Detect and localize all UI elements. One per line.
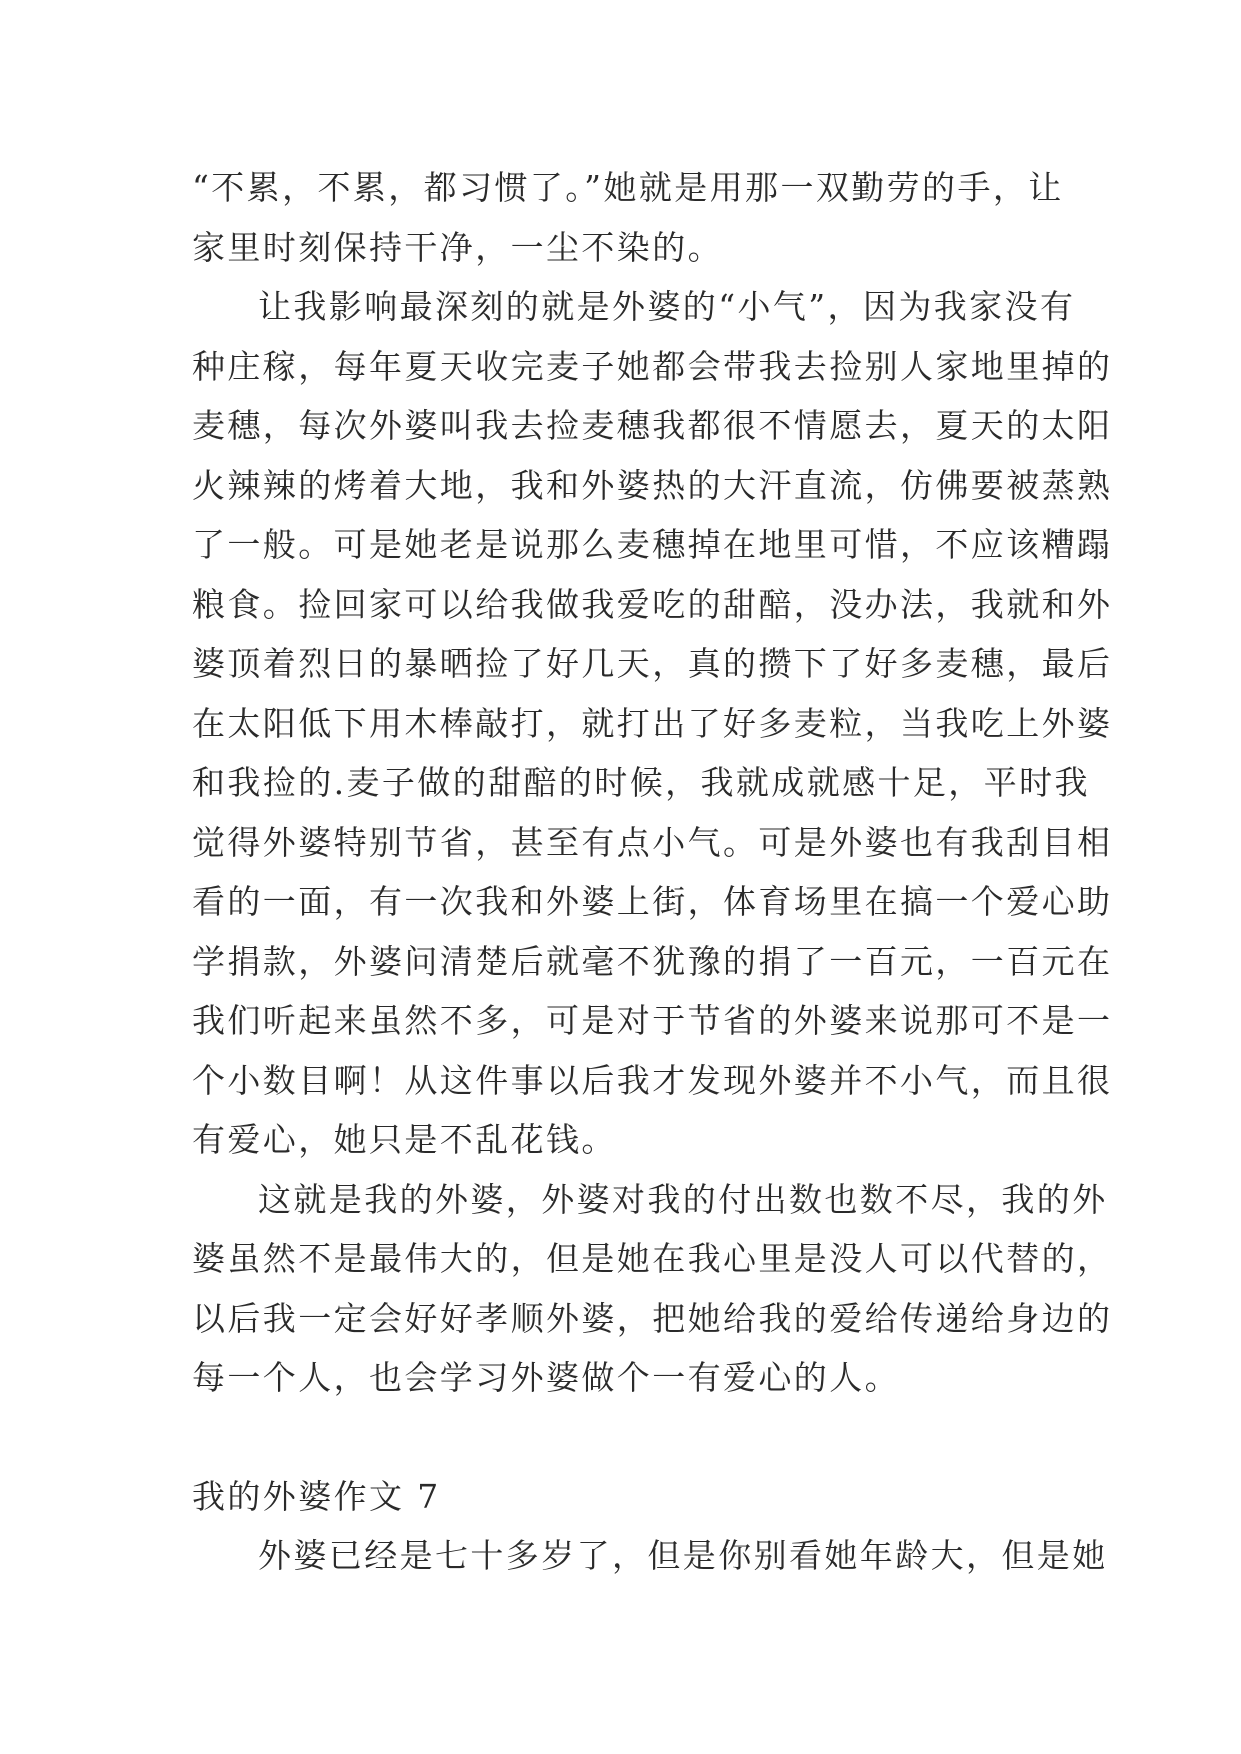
paragraph-line: 和我捡的.麦子做的甜醅的时候，我就成就感十足，平时我	[192, 763, 1090, 802]
section-spacer	[192, 1408, 1052, 1467]
paragraph-line: 看的一面，有一次我和外婆上街，体育场里在搞一个爱心助	[192, 882, 1113, 921]
paragraph-line: 种庄稼，每年夏天收完麦子她都会带我去捡别人家地里掉的	[192, 346, 1113, 386]
paragraph-line: 在太阳低下用木棒敲打，就打出了好多麦粒，当我吃上外婆	[192, 703, 1113, 743]
paragraph-first-line: 让我影响最深刻的就是外婆的“小气”，因为我家没有	[258, 287, 1076, 326]
paragraph-line: 每一个人，也会学习外婆做个一有爱心的人。	[192, 1358, 900, 1397]
paragraph-line: 粮食。捡回家可以给我做我爱吃的甜醅，没办法，我就和外	[192, 584, 1113, 624]
paragraph-3	[192, 1170, 1113, 1408]
paragraph-line: 学捐款，外婆问清楚后就毫不犹豫的捐了一百元，一百元在	[192, 941, 1113, 981]
paragraph-2	[192, 277, 1113, 1170]
paragraph-first-line: 外婆已经是七十多岁了，但是你别看她年龄大，但是她	[258, 1536, 1108, 1575]
paragraph-line: 家里时刻保持干净，一尘不染的。	[192, 227, 723, 267]
paragraph-line: 有爱心，她只是不乱花钱。	[192, 1120, 617, 1159]
paragraph-1	[192, 158, 1064, 277]
paragraph-line: 火辣辣的烤着大地，我和外婆热的大汗直流，仿佛要被蒸熟	[192, 465, 1113, 505]
paragraph-line: 了一般。可是她老是说那么麦穗掉在地里可惜，不应该糟蹋	[192, 525, 1113, 564]
paragraph-first-line: 这就是我的外婆，外婆对我的付出数也数不尽，我的外	[258, 1179, 1108, 1219]
paragraph-line: 觉得外婆特别节省，甚至有点小气。可是外婆也有我刮目相	[192, 822, 1113, 862]
paragraph-4	[192, 1526, 1108, 1586]
paragraph-line: 以后我一定会好好孝顺外婆，把她给我的爱给传递给身边的	[192, 1298, 1113, 1338]
paragraph-line: 婆虽然不是最伟大的，但是她在我心里是没人可以代替的，	[192, 1239, 1113, 1278]
document-page	[192, 158, 1113, 1586]
paragraph-line: 个小数目啊！从这件事以后我才发现外婆并不小气，而且很	[192, 1060, 1113, 1100]
paragraph-line: “不累，不累，都习惯了。”她就是用那一双勤劳的手，让	[192, 168, 1064, 207]
paragraph-line: 麦穗，每次外婆叫我去捡麦穗我都很不情愿去，夏天的太阳	[192, 406, 1113, 445]
section-title: 我的外婆作文 7	[192, 1476, 441, 1516]
paragraph-line: 我们听起来虽然不多，可是对于节省的外婆来说那可不是一	[192, 1001, 1113, 1040]
paragraph-line: 婆顶着烈日的暴晒捡了好几天，真的攒下了好多麦穗，最后	[192, 644, 1113, 683]
